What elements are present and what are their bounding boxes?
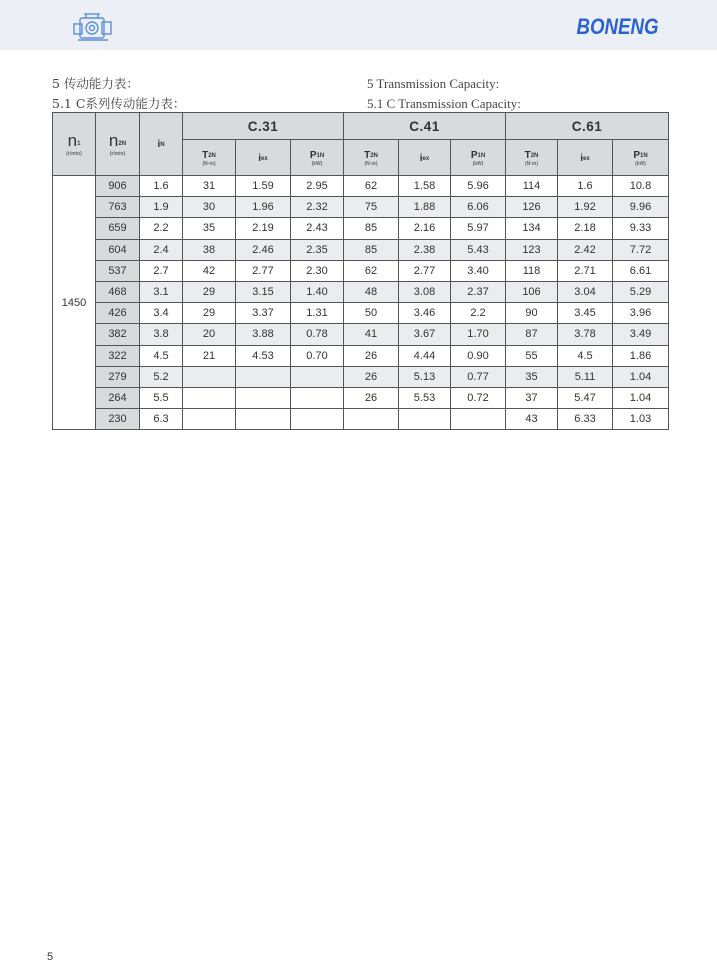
c31-pin-cell: 2.30 (291, 260, 344, 281)
c61-pin-cell: 1.04 (613, 387, 669, 408)
c41-pin-cell (451, 409, 506, 430)
c61-t2n-cell: 126 (506, 197, 558, 218)
c41-pin-cell: 2.37 (451, 281, 506, 302)
c41-t2n-cell: 26 (344, 387, 399, 408)
c31-t2n-cell: 29 (183, 281, 236, 302)
c31-pin-cell: 1.31 (291, 303, 344, 324)
c31-t2n-cell: 31 (183, 176, 236, 197)
c61-iex-cell: 4.5 (558, 345, 613, 366)
c61-t2n-header: T2N (N·m) (506, 140, 558, 176)
c41-iex-cell: 2.38 (399, 239, 451, 260)
table-row (53, 324, 669, 345)
group-header-c31: C.31 (183, 113, 344, 140)
n2n-cell: 468 (96, 281, 140, 302)
c31-pin-cell: 2.95 (291, 176, 344, 197)
c61-t2n-cell: 123 (506, 239, 558, 260)
c61-t2n-cell: 35 (506, 366, 558, 387)
c61-pin-cell: 3.96 (613, 303, 669, 324)
c61-t2n-cell: 118 (506, 260, 558, 281)
c41-iex-cell: 3.08 (399, 281, 451, 302)
header-n1: n1 (r/min) (53, 113, 96, 176)
c31-t2n-cell: 20 (183, 324, 236, 345)
table-row (53, 345, 669, 366)
header-in: iN (140, 113, 183, 176)
n2n-cell: 279 (96, 366, 140, 387)
table-row (53, 303, 669, 324)
gearbox-logo-icon (68, 8, 118, 48)
c31-iex-cell: 2.77 (236, 260, 291, 281)
c61-t2n-cell: 106 (506, 281, 558, 302)
c41-t2n-cell: 50 (344, 303, 399, 324)
c41-pin-cell: 6.06 (451, 197, 506, 218)
n2n-cell: 382 (96, 324, 140, 345)
c31-iex-cell (236, 387, 291, 408)
table-row (53, 387, 669, 408)
c31-t2n-cell (183, 387, 236, 408)
header-n2n: n2N (r/min) (96, 113, 140, 176)
c31-pin-cell (291, 366, 344, 387)
c41-t2n-cell: 75 (344, 197, 399, 218)
c61-t2n-cell: 90 (506, 303, 558, 324)
c31-iex-cell: 2.19 (236, 218, 291, 239)
section-subtitle-en: 5.1 C Transmission Capacity: (367, 96, 521, 111)
c41-pin-cell: 1.70 (451, 324, 506, 345)
n2n-cell: 604 (96, 239, 140, 260)
c31-iex-cell: 4.53 (236, 345, 291, 366)
c31-t2n-cell: 38 (183, 239, 236, 260)
n1-value-cell: 1450 (53, 176, 96, 430)
c41-pin-cell: 0.77 (451, 366, 506, 387)
section-title-cn: 5 传动能力表： (52, 76, 139, 91)
c61-t2n-cell: 37 (506, 387, 558, 408)
in-cell: 2.4 (140, 239, 183, 260)
c61-iex-cell: 3.45 (558, 303, 613, 324)
in-cell: 5.2 (140, 366, 183, 387)
c61-pin-cell: 7.72 (613, 239, 669, 260)
c31-t2n-header: T2N (N·m) (183, 140, 236, 176)
c61-pin-header: P1N (kW) (613, 140, 669, 176)
c61-iex-cell: 6.33 (558, 409, 613, 430)
c61-pin-cell: 9.96 (613, 197, 669, 218)
c31-t2n-cell: 30 (183, 197, 236, 218)
c41-t2n-cell: 85 (344, 218, 399, 239)
in-cell: 3.1 (140, 281, 183, 302)
c31-pin-cell: 0.78 (291, 324, 344, 345)
c31-iex-cell: 1.96 (236, 197, 291, 218)
c41-pin-cell: 2.2 (451, 303, 506, 324)
group-header-c41: C.41 (344, 113, 506, 140)
c31-pin-cell: 2.32 (291, 197, 344, 218)
c31-pin-cell: 2.35 (291, 239, 344, 260)
c61-iex-cell: 2.71 (558, 260, 613, 281)
c31-iex-cell (236, 409, 291, 430)
c31-iex-header: iex (236, 140, 291, 176)
c31-pin-cell: 2.43 (291, 218, 344, 239)
table-row (53, 239, 669, 260)
c41-pin-cell: 3.40 (451, 260, 506, 281)
c41-t2n-cell: 26 (344, 345, 399, 366)
c31-t2n-cell: 42 (183, 260, 236, 281)
c31-iex-cell: 3.37 (236, 303, 291, 324)
c31-t2n-cell: 21 (183, 345, 236, 366)
c61-iex-cell: 5.47 (558, 387, 613, 408)
in-cell: 1.9 (140, 197, 183, 218)
c61-iex-cell: 5.11 (558, 366, 613, 387)
c31-iex-cell (236, 366, 291, 387)
section-heading-cn (52, 74, 185, 114)
c41-pin-cell: 5.96 (451, 176, 506, 197)
c61-t2n-cell: 43 (506, 409, 558, 430)
c31-t2n-cell: 35 (183, 218, 236, 239)
c61-t2n-cell: 87 (506, 324, 558, 345)
n2n-cell: 659 (96, 218, 140, 239)
page-number: 5 (47, 951, 54, 963)
n2n-cell: 322 (96, 345, 140, 366)
section-subtitle-cn: 5.1 C系列传动能力表： (52, 96, 186, 111)
c41-iex-cell (399, 409, 451, 430)
transmission-capacity-table (52, 112, 669, 430)
c61-pin-cell: 9.33 (613, 218, 669, 239)
table-row (53, 176, 669, 197)
brand-logo-text: BONENG (576, 14, 659, 39)
c61-pin-cell: 1.04 (613, 366, 669, 387)
table-row (53, 260, 669, 281)
c31-t2n-cell (183, 409, 236, 430)
table-row (53, 409, 669, 430)
c31-iex-cell: 2.46 (236, 239, 291, 260)
section-heading-en (367, 74, 521, 114)
n2n-cell: 264 (96, 387, 140, 408)
c61-pin-cell: 6.61 (613, 260, 669, 281)
c61-iex-cell: 1.6 (558, 176, 613, 197)
c41-pin-cell: 0.72 (451, 387, 506, 408)
c31-iex-cell: 1.59 (236, 176, 291, 197)
c31-pin-header: P1N (kW) (291, 140, 344, 176)
c41-iex-cell: 4.44 (399, 345, 451, 366)
c61-iex-header: iex (558, 140, 613, 176)
header-band (0, 0, 717, 50)
c61-pin-cell: 10.8 (613, 176, 669, 197)
table-row (53, 366, 669, 387)
c41-t2n-cell (344, 409, 399, 430)
c61-iex-cell: 1.92 (558, 197, 613, 218)
c41-iex-cell: 2.77 (399, 260, 451, 281)
c31-pin-cell: 0.70 (291, 345, 344, 366)
c41-pin-cell: 5.97 (451, 218, 506, 239)
c31-t2n-cell (183, 366, 236, 387)
c41-t2n-cell: 41 (344, 324, 399, 345)
c41-t2n-cell: 26 (344, 366, 399, 387)
c41-iex-cell: 1.88 (399, 197, 451, 218)
n2n-cell: 426 (96, 303, 140, 324)
c31-pin-cell (291, 409, 344, 430)
n2n-cell: 906 (96, 176, 140, 197)
in-cell: 2.2 (140, 218, 183, 239)
c61-iex-cell: 3.78 (558, 324, 613, 345)
group-header-c61: C.61 (506, 113, 669, 140)
c61-t2n-cell: 114 (506, 176, 558, 197)
c61-pin-cell: 5.29 (613, 281, 669, 302)
c61-t2n-cell: 134 (506, 218, 558, 239)
c31-iex-cell: 3.88 (236, 324, 291, 345)
c31-iex-cell: 3.15 (236, 281, 291, 302)
c61-pin-cell: 3.49 (613, 324, 669, 345)
c41-pin-cell: 0.90 (451, 345, 506, 366)
n2n-cell: 230 (96, 409, 140, 430)
in-cell: 5.5 (140, 387, 183, 408)
c61-iex-cell: 3.04 (558, 281, 613, 302)
c61-t2n-cell: 55 (506, 345, 558, 366)
c41-iex-cell: 2.16 (399, 218, 451, 239)
c41-t2n-header: T2N (N·m) (344, 140, 399, 176)
section-title-en: 5 Transmission Capacity: (367, 76, 500, 91)
c41-pin-cell: 5.43 (451, 239, 506, 260)
c41-iex-cell: 5.13 (399, 366, 451, 387)
c41-iex-cell: 3.67 (399, 324, 451, 345)
c41-iex-cell: 3.46 (399, 303, 451, 324)
in-cell: 4.5 (140, 345, 183, 366)
c61-iex-cell: 2.42 (558, 239, 613, 260)
c41-iex-header: iex (399, 140, 451, 176)
c41-t2n-cell: 62 (344, 176, 399, 197)
in-cell: 2.7 (140, 260, 183, 281)
c41-iex-cell: 1.58 (399, 176, 451, 197)
table-row (53, 197, 669, 218)
in-cell: 6.3 (140, 409, 183, 430)
table-row (53, 281, 669, 302)
c61-pin-cell: 1.03 (613, 409, 669, 430)
n2n-cell: 763 (96, 197, 140, 218)
c61-pin-cell: 1.86 (613, 345, 669, 366)
c31-pin-cell (291, 387, 344, 408)
in-cell: 1.6 (140, 176, 183, 197)
c31-t2n-cell: 29 (183, 303, 236, 324)
c41-t2n-cell: 48 (344, 281, 399, 302)
c61-iex-cell: 2.18 (558, 218, 613, 239)
table-row (53, 218, 669, 239)
c41-iex-cell: 5.53 (399, 387, 451, 408)
in-cell: 3.8 (140, 324, 183, 345)
n2n-cell: 537 (96, 260, 140, 281)
in-cell: 3.4 (140, 303, 183, 324)
c41-t2n-cell: 85 (344, 239, 399, 260)
c41-t2n-cell: 62 (344, 260, 399, 281)
c41-pin-header: P1N (kW) (451, 140, 506, 176)
c31-pin-cell: 1.40 (291, 281, 344, 302)
